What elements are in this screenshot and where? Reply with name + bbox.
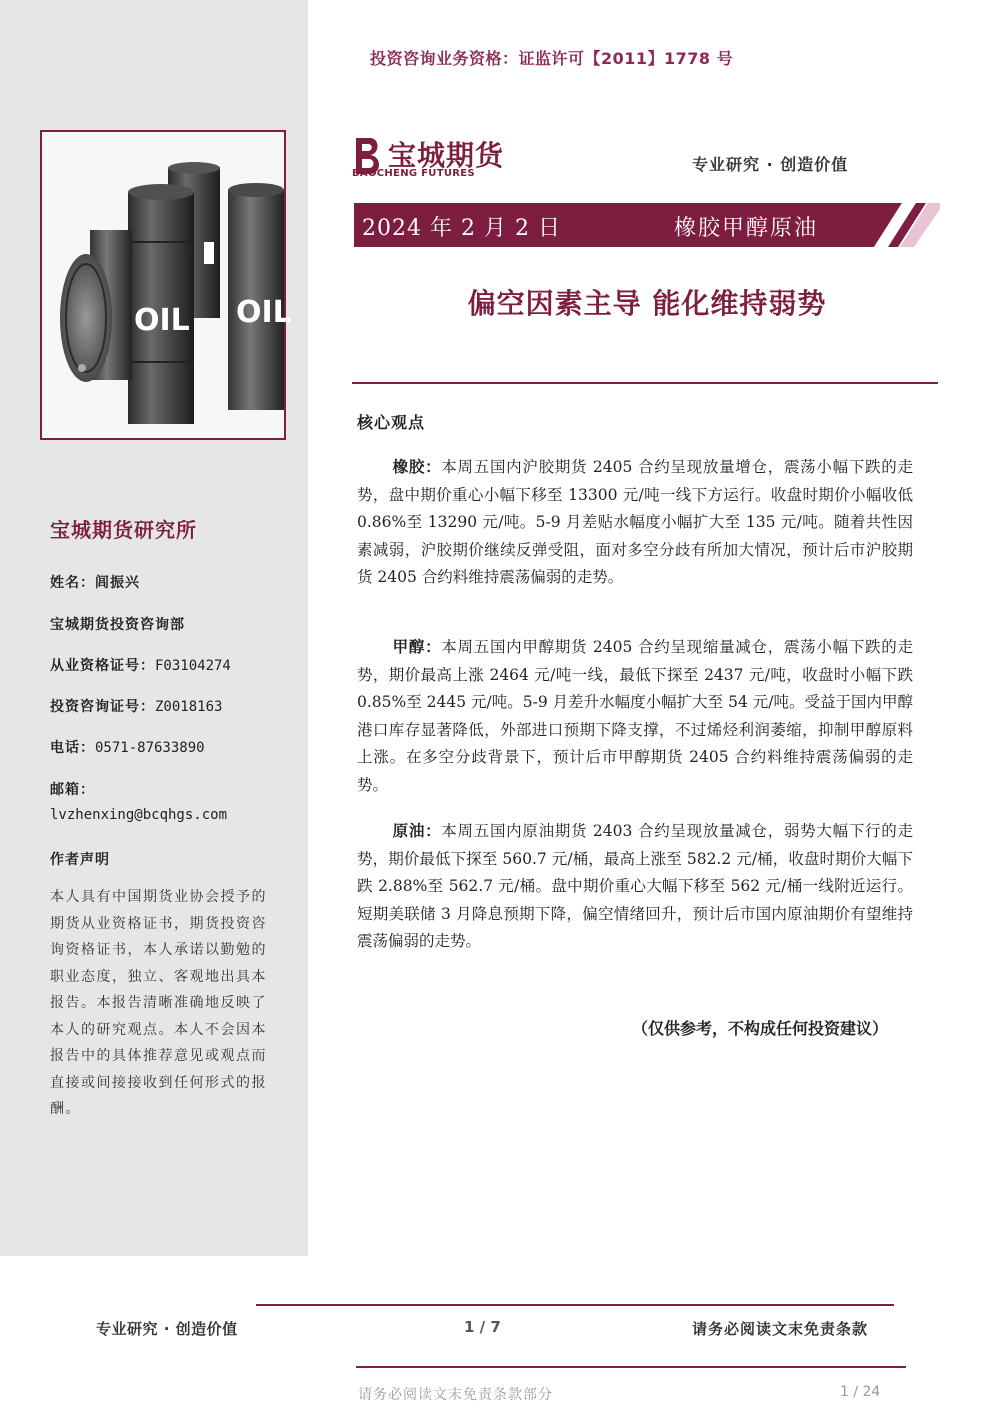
title-divider xyxy=(352,382,938,384)
barrel-label-text-2: OIL xyxy=(236,295,292,330)
header-slogan: 专业研究 · 创造价值 xyxy=(692,155,849,174)
footer-notice: 请务必阅读文末免责条款 xyxy=(692,1320,869,1338)
consult-label: 投资咨询证号： xyxy=(50,699,155,715)
paragraph-rubber xyxy=(357,454,913,592)
author-statement: 本人具有中国期货业协会授予的期货从业资格证书，期货投资咨询资格证书，本人承诺以勤勉的职业态度，独立、客观地出具本报告。本报告清晰准确地反映了本人的研究观点。本人不会因本报告中的具体推荐意见或观点而直接或间接接收到任何形式的报酬。 xyxy=(50,889,267,1117)
paragraph-crude-oil xyxy=(357,818,913,956)
qual-value: F03104274 xyxy=(155,658,231,674)
author-name xyxy=(50,572,140,592)
date-topic-band xyxy=(354,203,940,247)
footer-divider xyxy=(256,1304,894,1306)
barrel-label-text: OIL xyxy=(134,303,190,338)
paragraph-lead: 甲醇： xyxy=(392,638,442,656)
paragraph-text: 本周五国内甲醇期货 2405 合约呈现缩量减仓，震荡小幅下跌的走势，期价最高上涨 2464 元/吨一线，最低下探至 2437 元/吨，收盘时小幅下跌 0.85%至 2445 元/吨。5-9 月差升水幅度小幅扩大至 54 元/吨。受益于国内甲醇港口库存显著降低，外部进口预期下降支撑，不过烯烃利润萎缩，抑制甲醇原料上涨。在多空分歧背景下，预计后市甲醇期货 2405 合约料维持震荡偏弱的走势。 xyxy=(357,638,913,794)
qual-label: 从业资格证号： xyxy=(50,658,155,674)
institute-name: 宝城期货研究所 xyxy=(50,518,197,542)
consulting-number xyxy=(50,696,222,716)
department-name: 宝城期货投资咨询部 xyxy=(50,617,185,633)
footer-page-number: 1 / 7 xyxy=(464,1318,501,1336)
logo-chinese: 宝城期货 xyxy=(388,139,505,172)
email-label: 邮箱： xyxy=(50,782,95,798)
paragraph-text: 本周五国内沪胶期货 2405 合约呈现放量增仓，震荡小幅下跌的走势，盘中期价重心小幅下移至 13300 元/吨一线下方运行。收盘时期价小幅收低 0.86%至 13290 元/吨。5-9 月差贴水幅度小幅扩大至 135 元/吨。随着共性因素减弱，沪胶期价继续反弹受阻，面对多空分歧有所加大情况，预计后市沪胶期货 2405 合约料维持震荡偏弱的走势。 xyxy=(357,458,913,586)
footer-slogan: 专业研究 · 创造价值 xyxy=(96,1320,238,1338)
section-heading: 核心观点 xyxy=(357,413,426,432)
qualification-number xyxy=(50,655,231,675)
paragraph-lead: 原油： xyxy=(392,822,442,840)
footer-notice-2: 请务必阅读文末免责条款部分 xyxy=(358,1387,553,1403)
short-disclaimer: （仅供参考，不构成任何投资建议） xyxy=(632,1019,889,1038)
email-row xyxy=(50,807,227,823)
report-title: 偏空因素主导 能化维持弱势 xyxy=(467,287,827,320)
email-label-row xyxy=(50,779,95,799)
report-date: 2024 年 2 月 2 日 xyxy=(362,216,561,241)
paragraph-methanol xyxy=(357,634,913,799)
footer-page-number-2: 1 / 24 xyxy=(840,1384,881,1400)
logo-english: BAOCHENG FUTURES xyxy=(352,168,475,179)
phone-label: 电话： xyxy=(50,740,95,756)
phone-value: 0571-87633890 xyxy=(95,740,205,756)
phone xyxy=(50,737,205,757)
paragraph-lead: 橡胶： xyxy=(392,458,442,476)
statement-heading: 作者声明 xyxy=(50,852,110,868)
name-value: 闾振兴 xyxy=(95,575,140,591)
email-value[interactable]: lvzhenxing@bcqhgs.com xyxy=(50,807,228,823)
license-text: 投资咨询业务资格：证监许可【2011】1778 号 xyxy=(370,49,734,68)
name-label: 姓名： xyxy=(50,575,95,591)
department xyxy=(50,614,185,634)
brand-logo xyxy=(352,132,522,182)
report-topic: 橡胶甲醇原油 xyxy=(674,216,819,241)
statement-heading-row xyxy=(50,849,110,869)
paragraph-text: 本周五国内原油期货 2403 合约呈现放量减仓，弱势大幅下行的走势，期价最低下探至 560.7 元/桶，最高上涨至 582.2 元/桶，收盘时期价大幅下跌 2.88%至 562.7 元/桶。盘中期价重心大幅下移至 562 元/桶一线附近运行。短期美联储 3 月降息预期下降，偏空情绪回升，预计后市国内原油期价有望维持震荡偏弱的走势。 xyxy=(357,822,913,950)
consult-value: Z0018163 xyxy=(155,699,223,715)
oil-barrels-image xyxy=(40,130,292,440)
footer-divider-2 xyxy=(356,1366,906,1368)
